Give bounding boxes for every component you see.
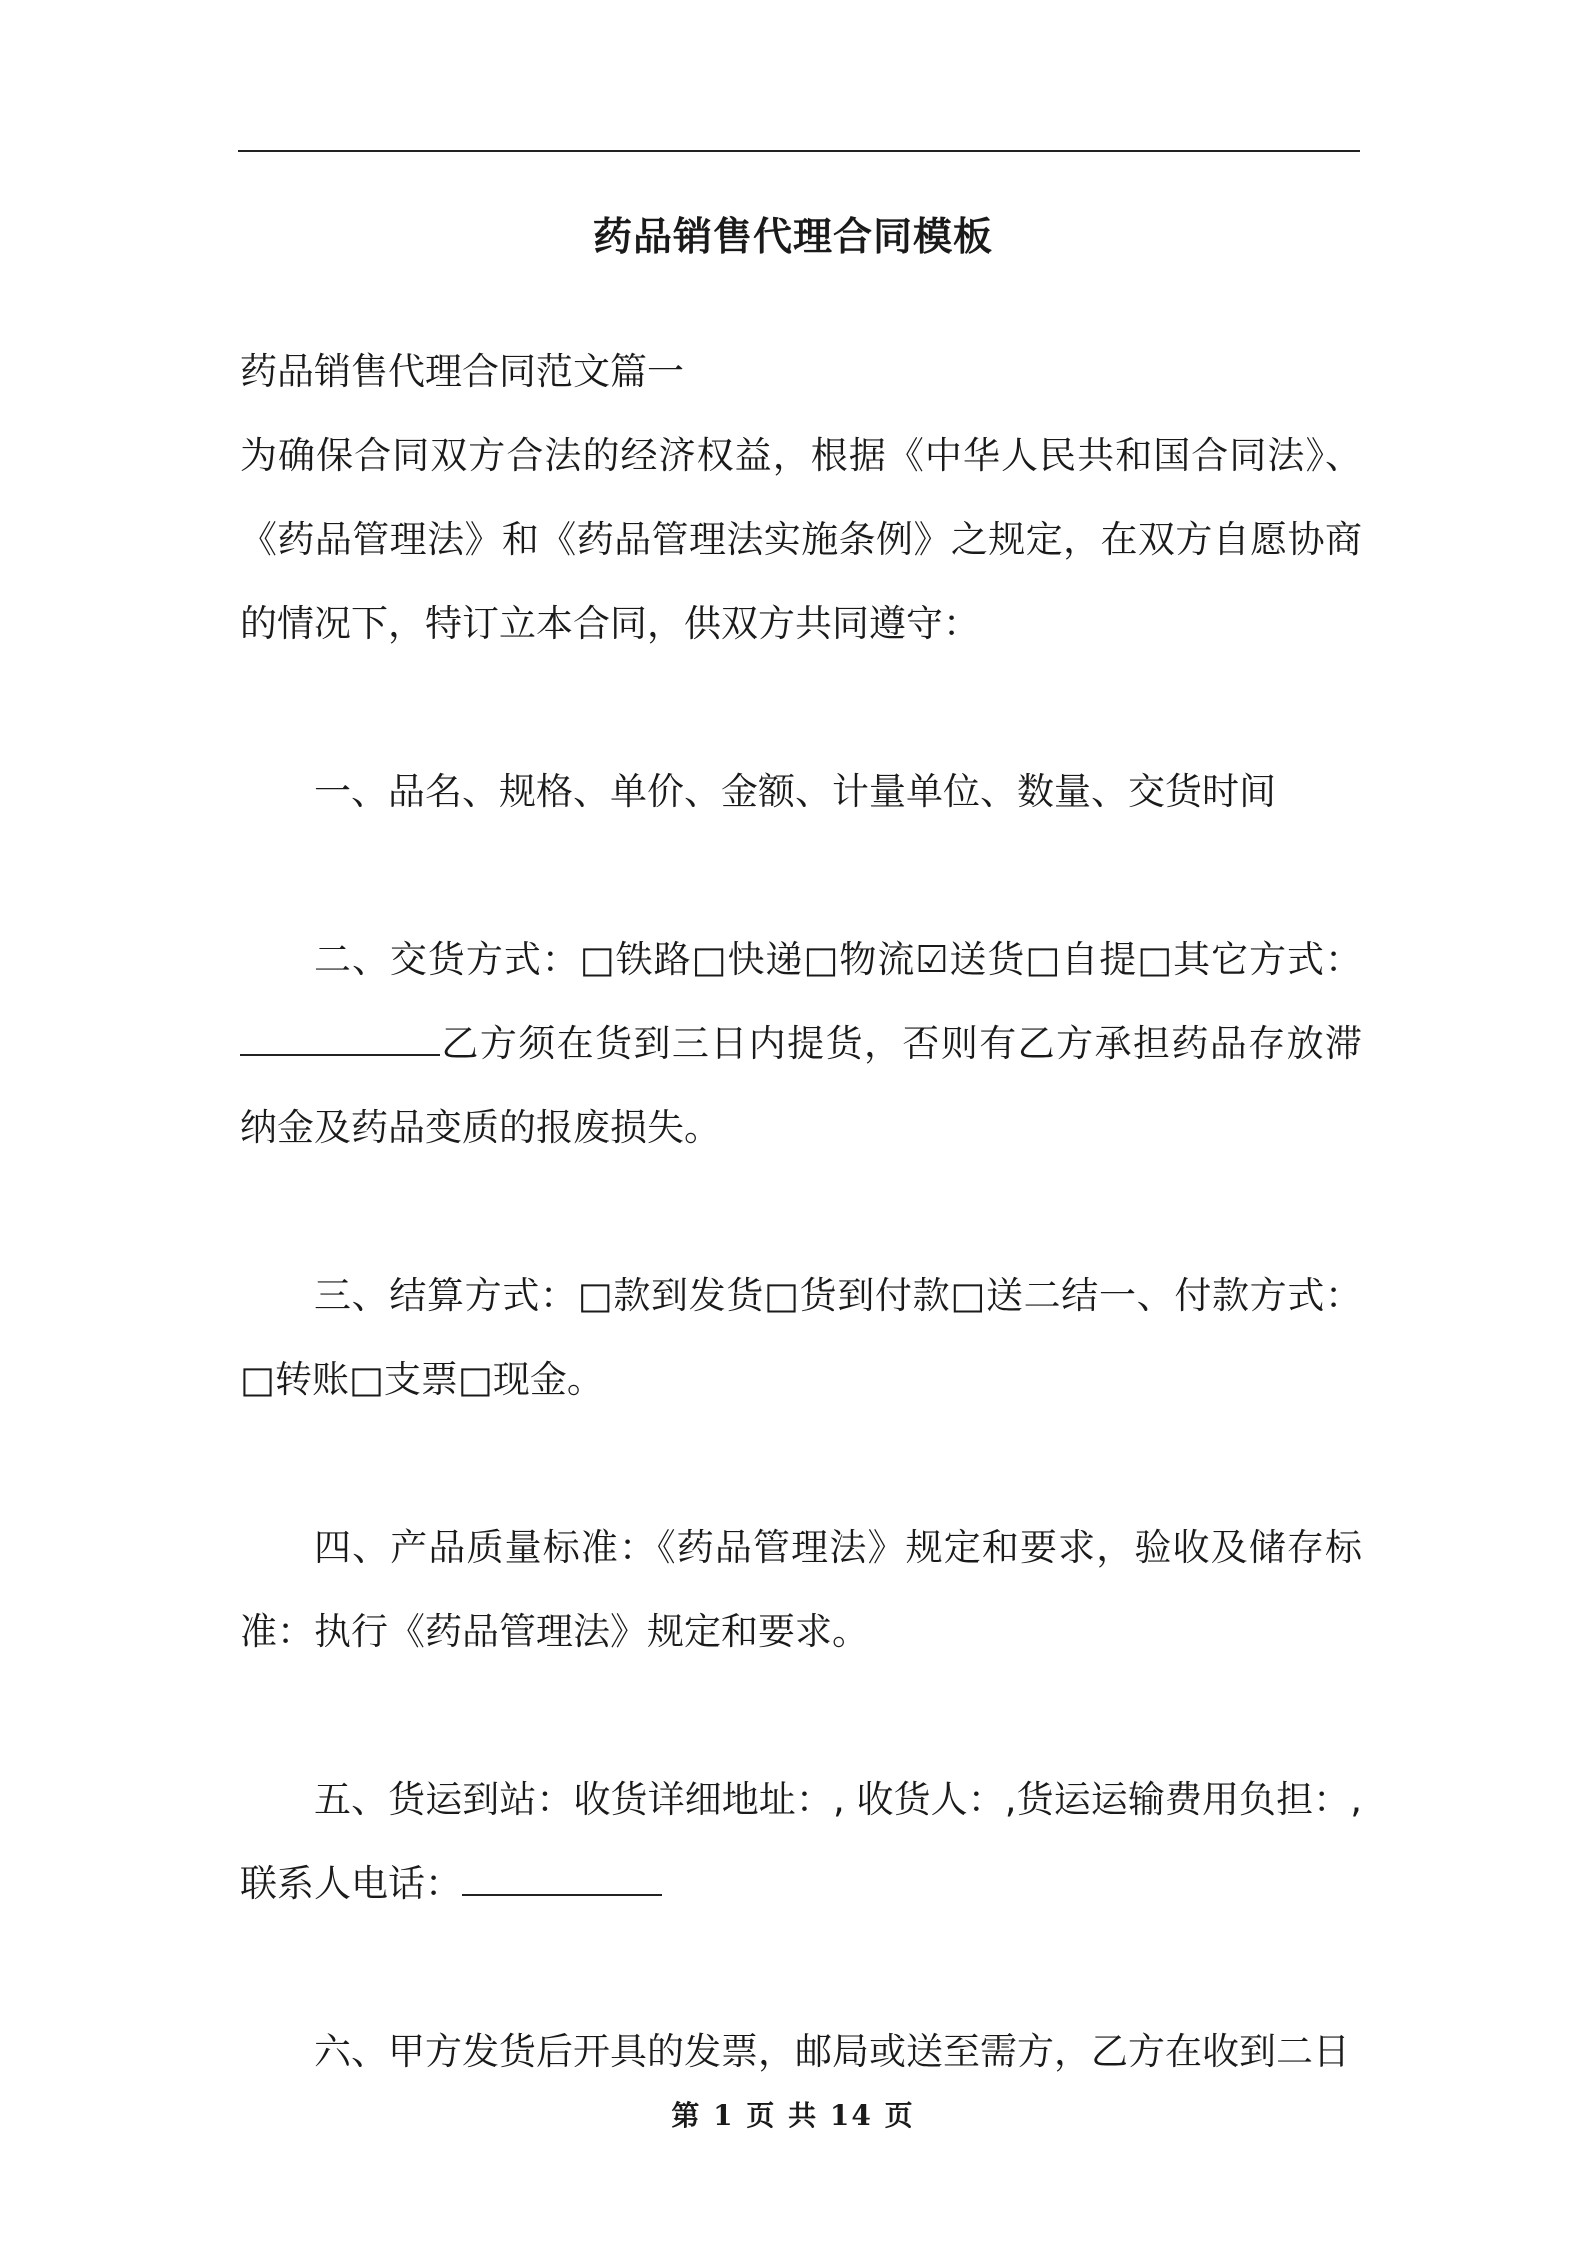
intro-paragraph: 为确保合同双方合法的经济权益，根据《中华人民共和国合同法》、《药品管理法》和《药品管理法实施条例》之规定，在双方自愿协商的情况下，特订立本合同，供双方共同遵守： [240, 434, 1362, 645]
section-1: 一、品名、规格、单价、金额、计量单位、数量、交货时间 [314, 770, 1276, 813]
page-footer: 第 1 页 共 14 页 [671, 2099, 915, 2132]
section-2-delivery-options: 二、交货方式：□铁路□快递□物流☑送货□自提□其它方式： [314, 938, 1362, 981]
section-2 [240, 918, 1362, 1170]
document-body [240, 330, 1362, 2094]
section-5-text: 五、货运到站：收货详细地址：, 收货人：,货运运输费用负担：, 联系人电话： [240, 1778, 1362, 1905]
fill-blank [462, 1864, 662, 1896]
section-2-terms: 乙方须在货到三日内提货，否则有乙方承担药品存放滞纳金及药品变质的报废损失。 [240, 1022, 1362, 1149]
section-4: 四、产品质量标准：《药品管理法》规定和要求，验收及储存标准：执行《药品管理法》规定和要求。 [240, 1526, 1362, 1653]
section-3: 三、结算方式：□款到发货□货到付款□送二结一、付款方式：□转账□支票□现金。 [240, 1274, 1362, 1401]
section-6: 六、甲方发货后开具的发票，邮局或送至需方，乙方在收到二日 [314, 2030, 1350, 2073]
document-title: 药品销售代理合同模板 [592, 215, 993, 260]
header-rule [238, 150, 1360, 152]
subtitle: 药品销售代理合同范文篇一 [240, 350, 684, 393]
fill-blank [240, 1024, 440, 1056]
section-5 [240, 1758, 1362, 1926]
